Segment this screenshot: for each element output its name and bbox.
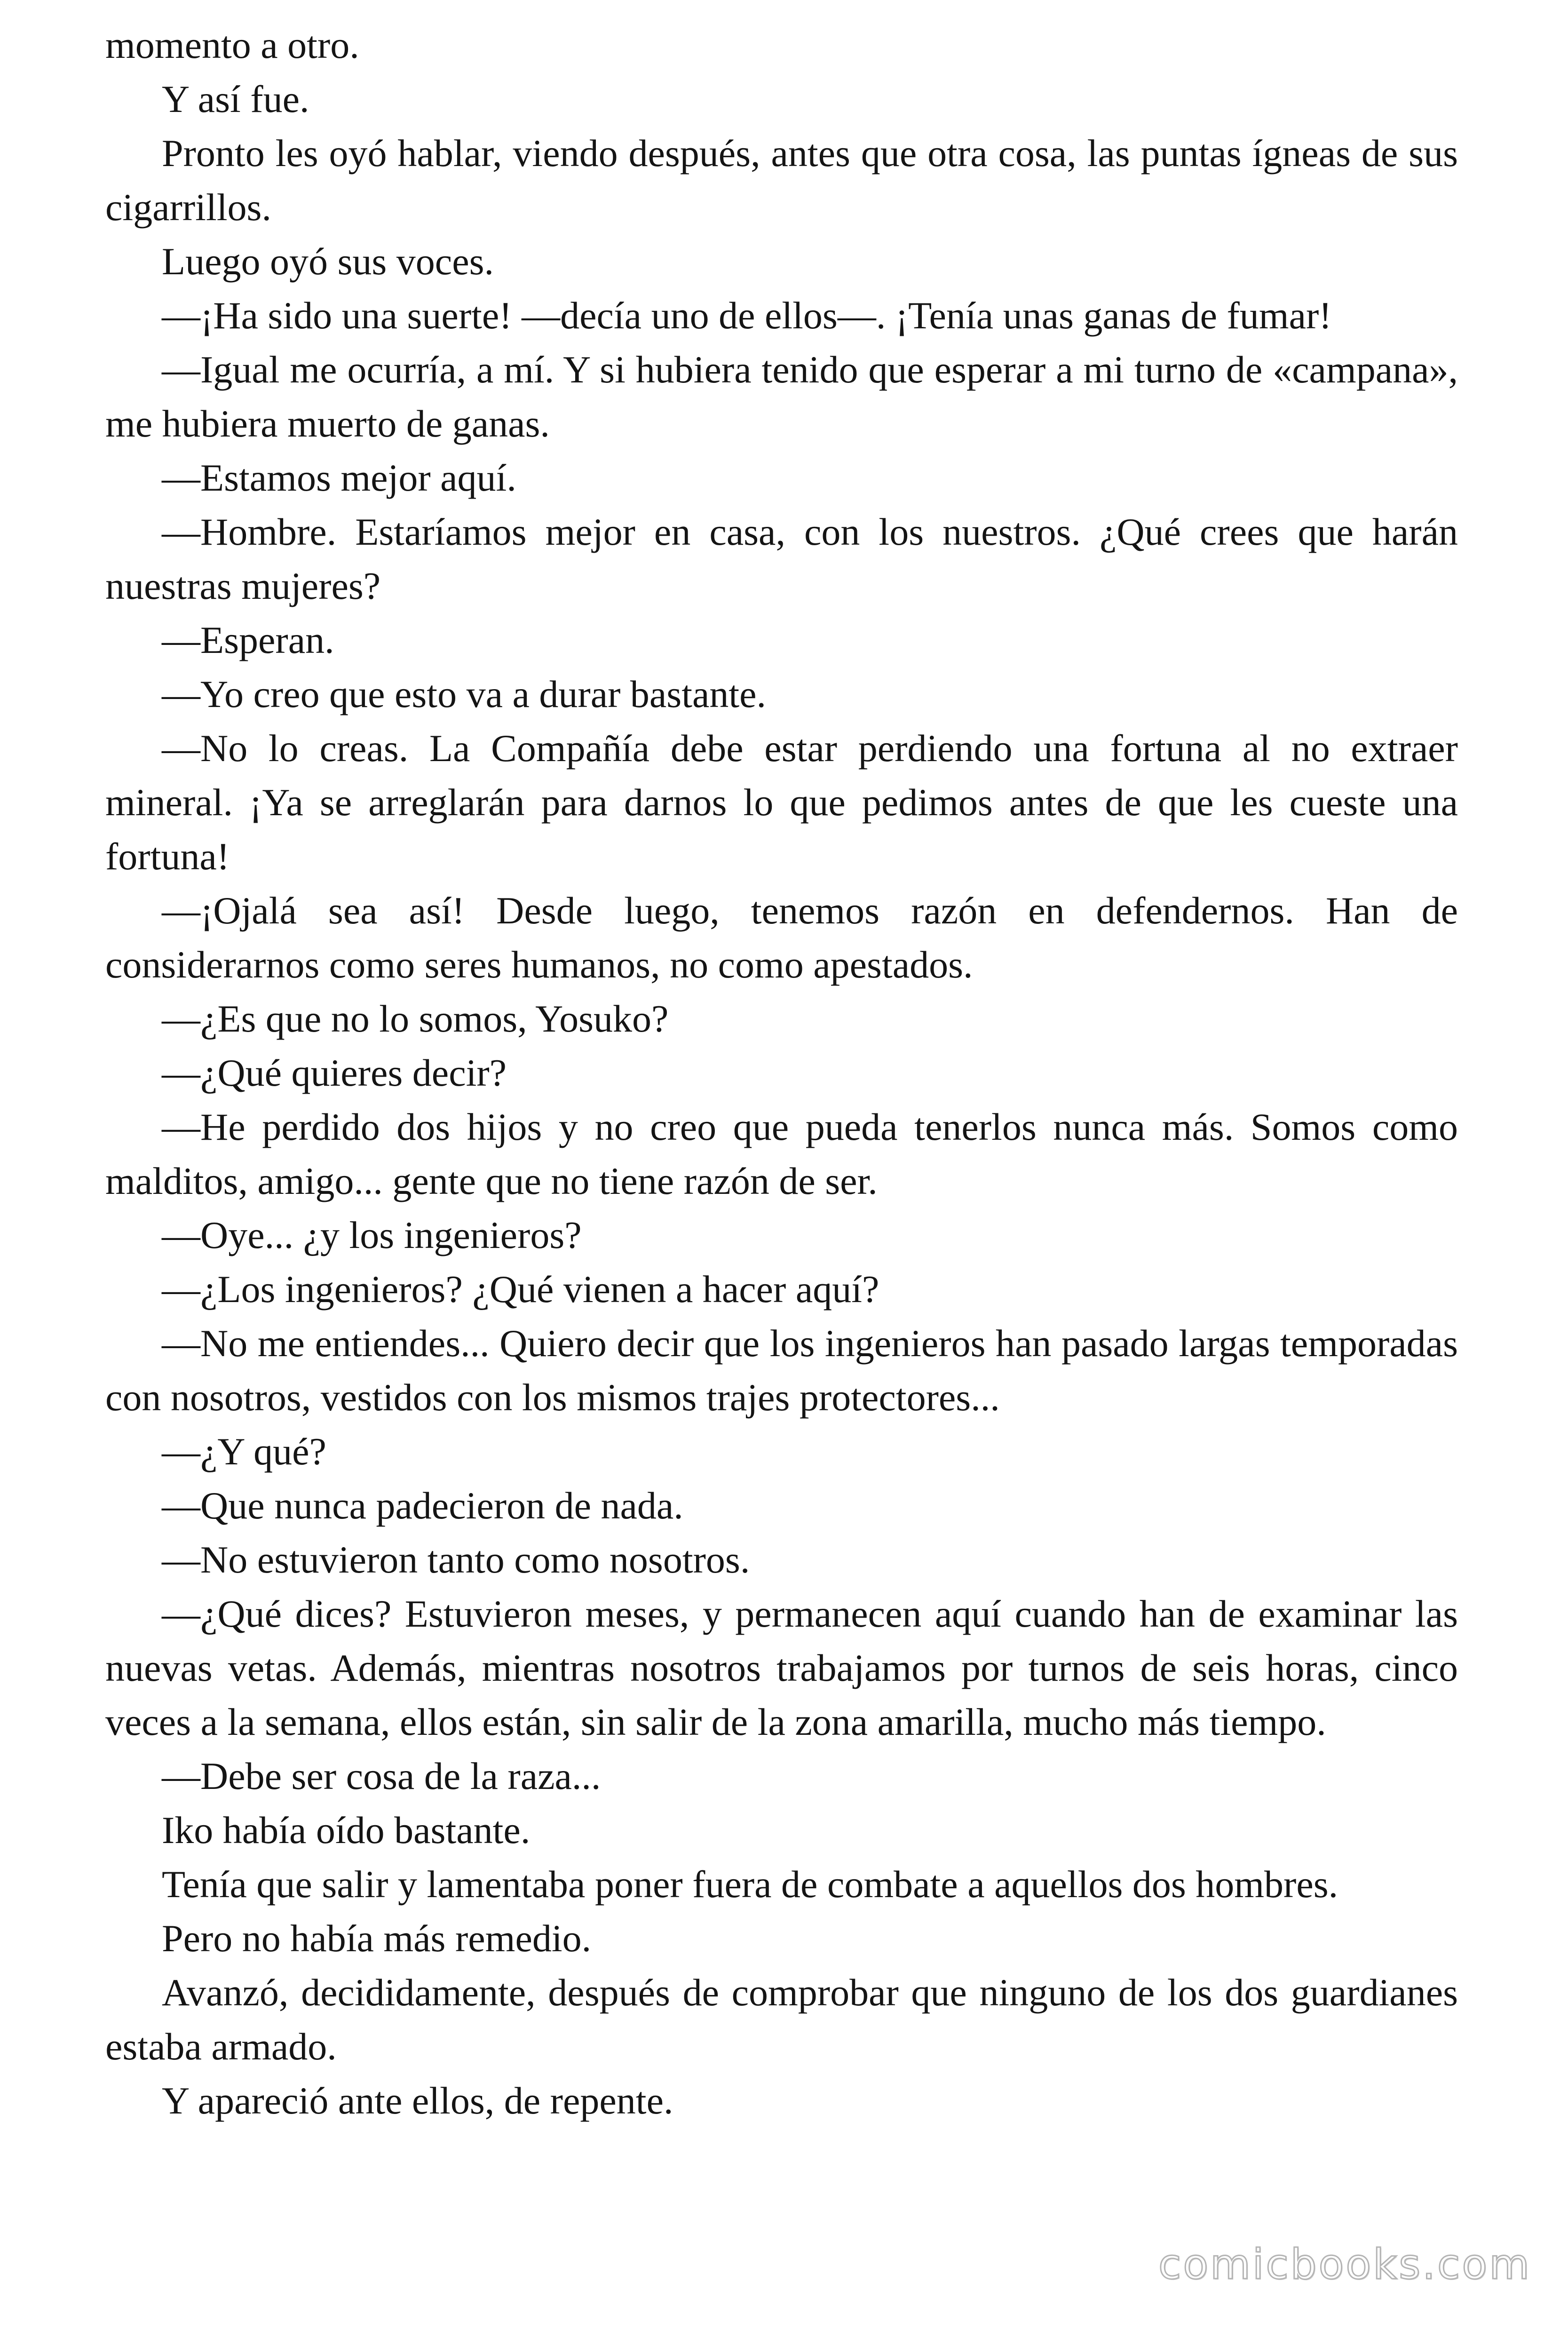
paragraph: —¿Qué quieres decir? [162, 1051, 507, 1094]
paragraph: —Hombre. Estaríamos mejor en casa, con los nuestros. ¿Qué crees que harán nuestras mujeres? [105, 510, 1458, 607]
paragraph: —¿Los ingenieros? ¿Qué vienen a hacer aquí? [162, 1268, 879, 1311]
watermark: comicbooks.com [1158, 2240, 1531, 2288]
paragraph: —He perdido dos hijos y no creo que pueda tenerlos nunca más. Somos como malditos, amigo... gente que no tiene razón de ser. [105, 1105, 1458, 1202]
paragraph: Y apareció ante ellos, de repente. [162, 2079, 673, 2122]
paragraph: —¿Y qué? [162, 1430, 326, 1473]
paragraph: Pronto les oyó hablar, viendo después, antes que otra cosa, las puntas ígneas de sus cigarrillos. [105, 132, 1458, 229]
paragraph: Tenía que salir y lamentaba poner fuera de combate a aquellos dos hombres. [162, 1863, 1338, 1906]
paragraph: —Yo creo que esto va a durar bastante. [162, 673, 767, 715]
paragraph: —Oye... ¿y los ingenieros? [162, 1214, 582, 1256]
paragraph: —Que nunca padecieron de nada. [162, 1484, 683, 1527]
page-text [105, 18, 1458, 2128]
paragraph: —No lo creas. La Compañía debe estar perdiendo una fortuna al no extraer mineral. ¡Ya se arreglarán para darnos lo que pedimos antes de que les cueste una fortuna! [105, 727, 1458, 878]
paragraph: Pero no había más remedio. [162, 1917, 592, 1960]
paragraph: —¿Qué dices? Estuvieron meses, y permanecen aquí cuando han de examinar las nuevas vetas. Además, mientras nosotros trabajamos por turnos de seis horas, cinco veces a la semana, ellos están, sin salir de la zona amarilla, mucho más tiempo. [105, 1592, 1458, 1743]
paragraph: —Igual me ocurría, a mí. Y si hubiera tenido que esperar a mi turno de «campana», me hubiera muerto de ganas. [105, 348, 1458, 445]
paragraph: —No estuvieron tanto como nosotros. [162, 1538, 750, 1581]
paragraph: —No me entiendes... Quiero decir que los ingenieros han pasado largas temporadas con nosotros, vestidos con los mismos trajes protectores... [105, 1322, 1458, 1419]
paragraph: Avanzó, decididamente, después de comprobar que ninguno de los dos guardianes estaba armado. [105, 1971, 1458, 2068]
paragraph: —¡Ha sido una suerte! —decía uno de ellos—. ¡Tenía unas ganas de fumar! [162, 294, 1332, 337]
paragraph: —Estamos mejor aquí. [162, 456, 516, 499]
paragraph: —Esperan. [162, 619, 334, 661]
paragraph: —¡Ojalá sea así! Desde luego, tenemos razón en defendernos. Han de considerarnos como seres humanos, no como apestados. [105, 889, 1458, 986]
paragraph: Y así fue. [162, 78, 309, 120]
paragraph: —¿Es que no lo somos, Yosuko? [162, 997, 669, 1040]
paragraph: Luego oyó sus voces. [162, 240, 494, 283]
paragraph: momento a otro. [105, 24, 359, 66]
paragraph: Iko había oído bastante. [162, 1809, 531, 1851]
paragraph: —Debe ser cosa de la raza... [162, 1755, 601, 1797]
